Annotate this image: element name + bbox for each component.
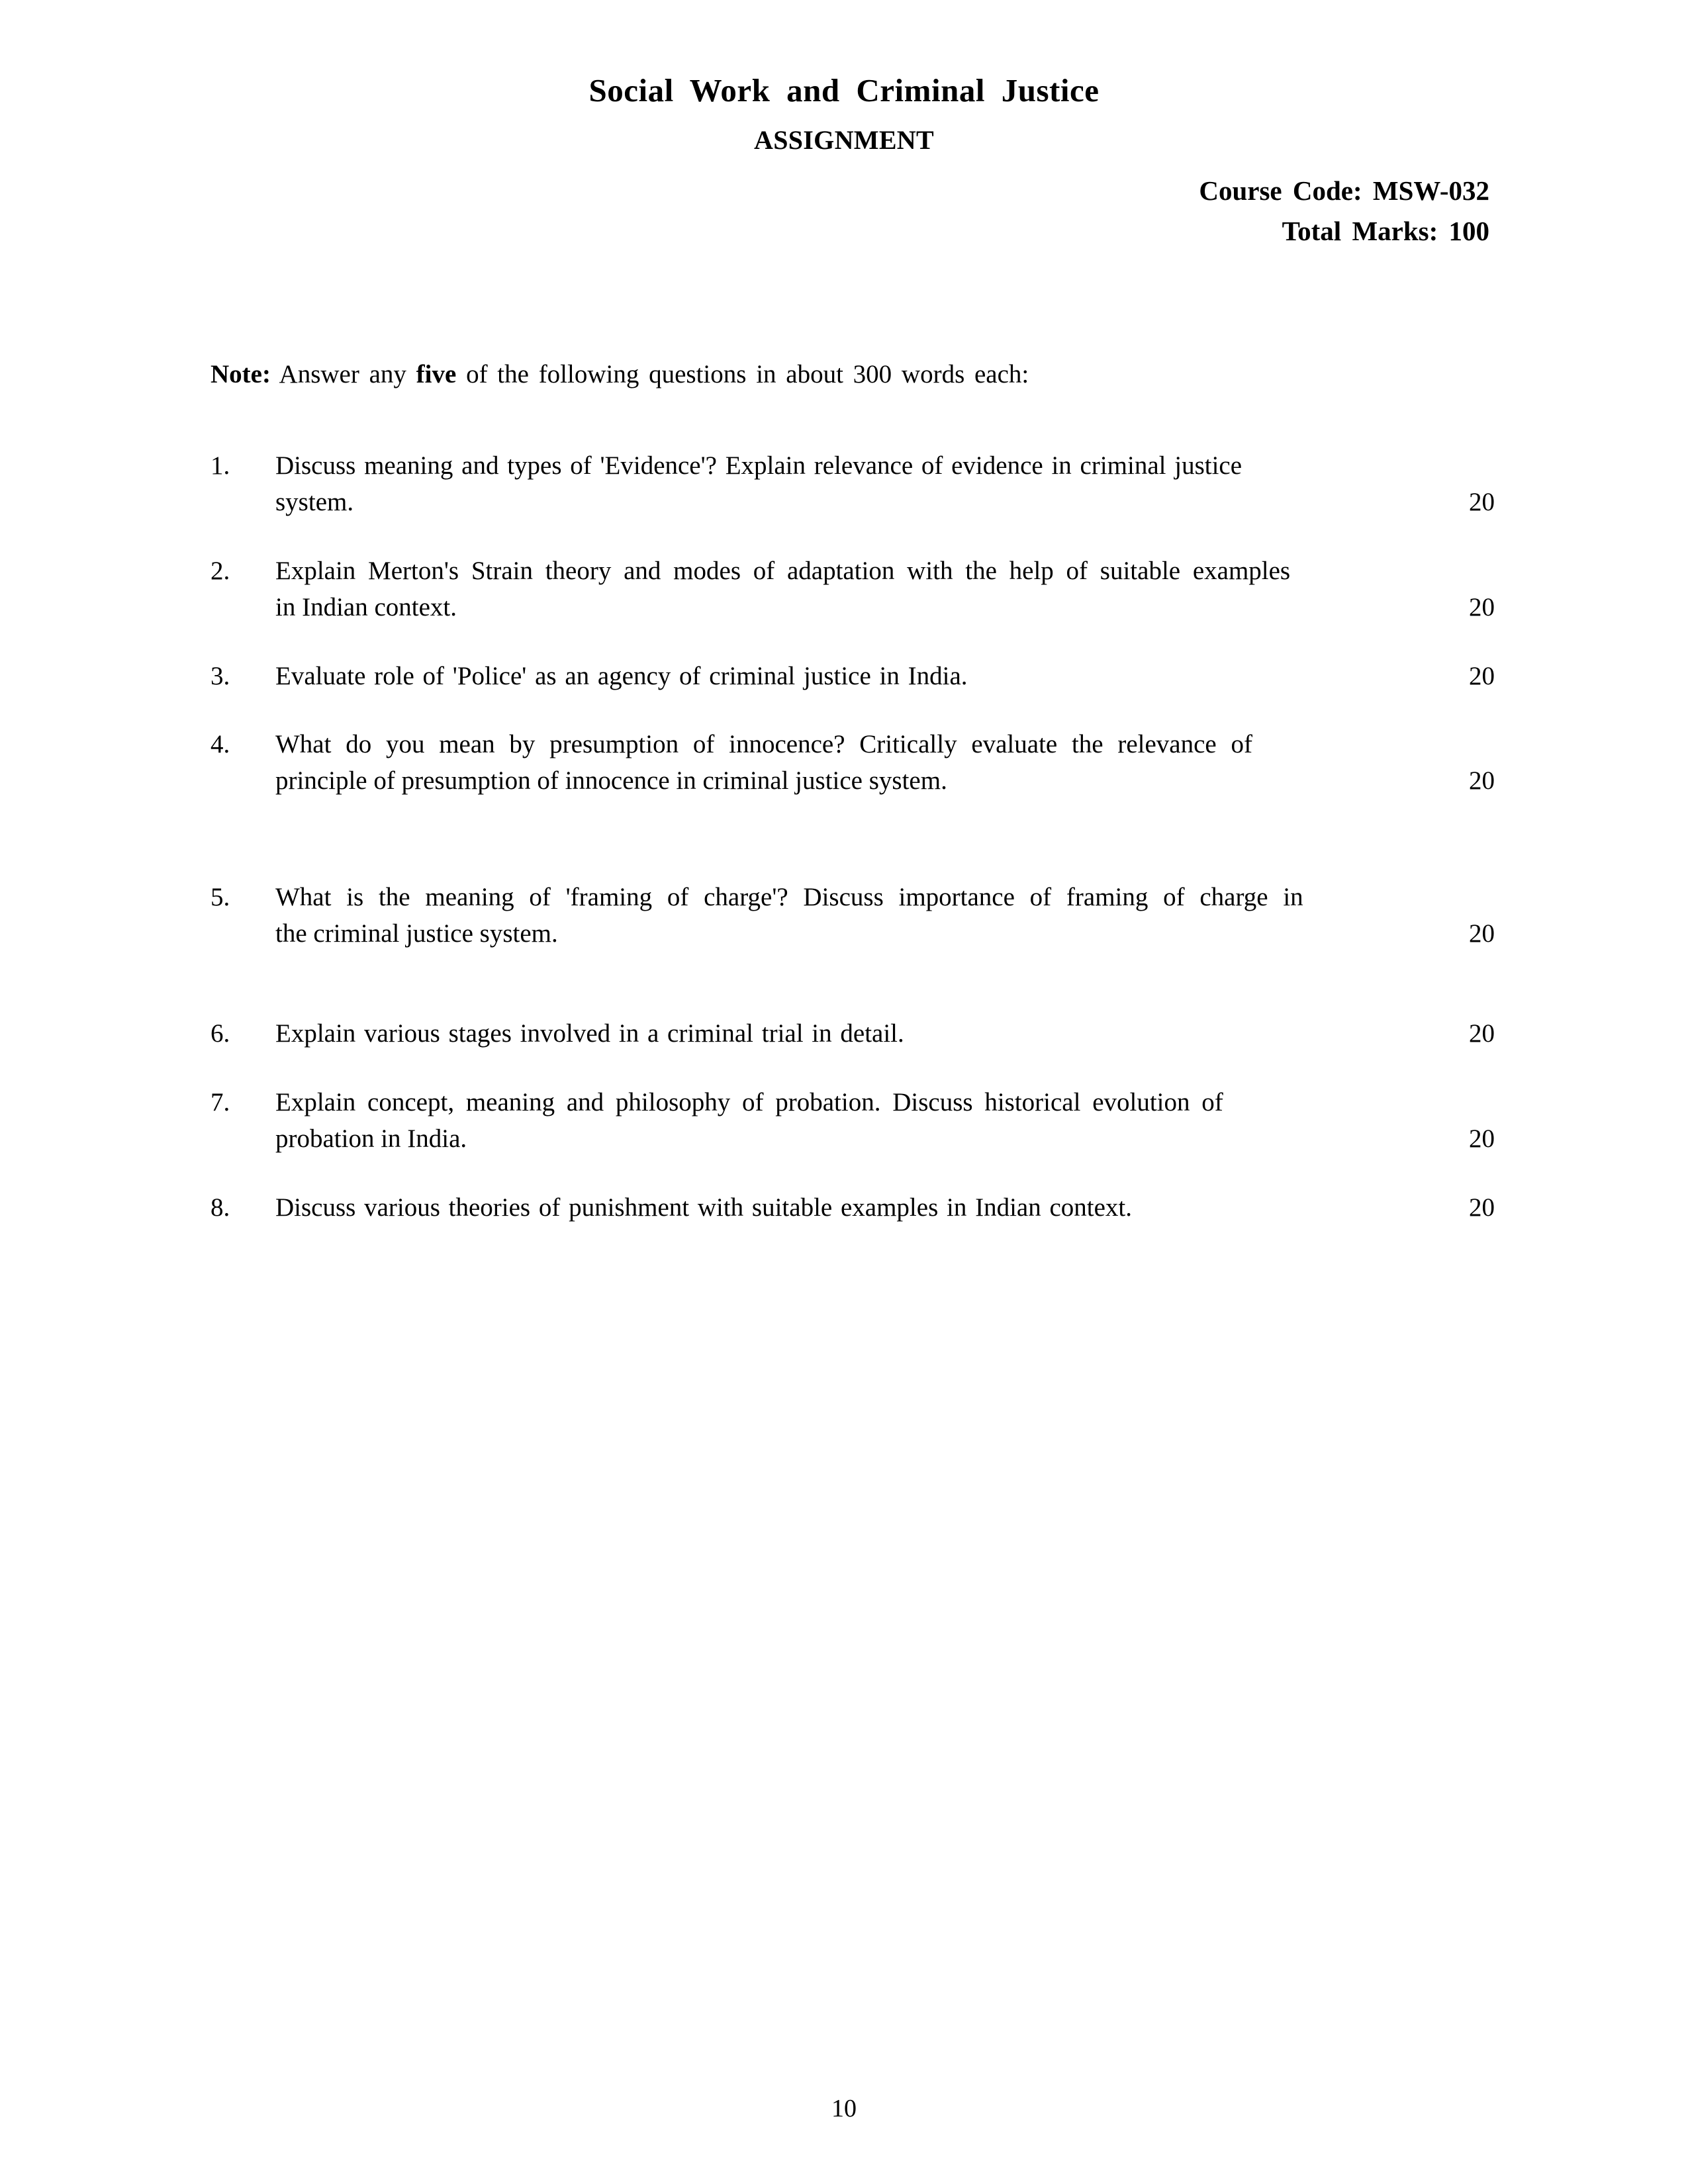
note-instruction	[211, 357, 1495, 392]
question-number: 6.	[211, 1019, 230, 1048]
question-line-text: principle of presumption of innocence in criminal justice system.	[275, 766, 947, 796]
page-title: Social Work and Criminal Justice	[588, 72, 1100, 109]
question-list	[211, 447, 1495, 1226]
question-line	[275, 484, 1495, 520]
course-code: Course Code: MSW-032	[1199, 175, 1489, 206]
note-text-before: Answer any	[270, 360, 416, 388]
question-marks: 20	[1469, 661, 1495, 690]
question-line-text: the criminal justice system.	[275, 919, 558, 948]
question-line: What do you mean by presumption of innocence? Critically evaluate the relevance of	[275, 729, 1252, 758]
question-line: What is the meaning of 'framing of charge'? Discuss importance of framing of charge in	[275, 882, 1303, 911]
question-line-text: probation in India.	[275, 1124, 467, 1154]
question-line	[275, 589, 1495, 625]
question-item	[211, 879, 1495, 952]
question-line-text: system.	[275, 488, 354, 517]
question-line: Discuss meaning and types of 'Evidence'? Explain relevance of evidence in criminal justice	[275, 451, 1243, 480]
question-line	[275, 658, 1495, 694]
question-line-text: Evaluate role of 'Police' as an agency of criminal justice in India.	[275, 661, 968, 690]
question-item	[211, 658, 1495, 694]
question-line-text: Explain various stages involved in a criminal trial in detail.	[275, 1019, 904, 1048]
document-subtitle: ASSIGNMENT	[754, 125, 934, 155]
course-meta-block	[0, 171, 1489, 251]
question-marks: 20	[1469, 593, 1495, 622]
question-body	[275, 658, 1495, 694]
question-body	[275, 879, 1495, 952]
question-marks: 20	[1469, 1019, 1495, 1048]
note-emphasis: five	[416, 360, 457, 388]
question-line: Explain concept, meaning and philosophy of probation. Discuss historical evolution of	[275, 1087, 1223, 1116]
question-marks: 20	[1469, 1124, 1495, 1154]
question-marks: 20	[1469, 919, 1495, 948]
spacer	[211, 1052, 1495, 1084]
spacer	[211, 626, 1495, 658]
question-line-text: in Indian context.	[275, 593, 457, 622]
question-body	[275, 447, 1495, 521]
question-line: Explain Merton's Strain theory and modes of adaptation with the help of suitable examples	[275, 556, 1291, 585]
question-item	[211, 1015, 1495, 1052]
question-item	[211, 726, 1495, 799]
question-item	[211, 553, 1495, 626]
question-number: 7.	[211, 1087, 230, 1116]
question-line	[275, 1189, 1495, 1226]
question-body	[275, 1084, 1495, 1158]
spacer	[211, 952, 1495, 1015]
question-number: 2.	[211, 556, 230, 585]
total-marks: Total Marks: 100	[1282, 215, 1489, 246]
question-line	[275, 762, 1495, 799]
question-marks: 20	[1469, 488, 1495, 517]
question-body	[275, 1189, 1495, 1226]
note-label: Note:	[211, 360, 271, 388]
question-number: 8.	[211, 1193, 230, 1222]
question-marks: 20	[1469, 1193, 1495, 1222]
question-line	[275, 915, 1495, 952]
question-number: 3.	[211, 661, 230, 690]
question-item	[211, 447, 1495, 521]
spacer	[211, 799, 1495, 879]
spacer	[211, 694, 1495, 726]
question-item	[211, 1084, 1495, 1158]
question-number: 5.	[211, 882, 230, 911]
question-body	[275, 726, 1495, 799]
question-marks: 20	[1469, 766, 1495, 796]
question-number: 4.	[211, 729, 230, 758]
note-text-after: of the following questions in about 300 words each:	[456, 360, 1029, 388]
page-number: 10	[831, 2095, 857, 2122]
spacer	[211, 1158, 1495, 1189]
question-line-text: Discuss various theories of punishment with suitable examples in Indian context.	[275, 1193, 1133, 1222]
question-line	[275, 1120, 1495, 1157]
question-line	[275, 1015, 1495, 1052]
spacer	[211, 521, 1495, 553]
question-number: 1.	[211, 451, 230, 480]
question-body	[275, 553, 1495, 626]
question-body	[275, 1015, 1495, 1052]
question-item	[211, 1189, 1495, 1226]
